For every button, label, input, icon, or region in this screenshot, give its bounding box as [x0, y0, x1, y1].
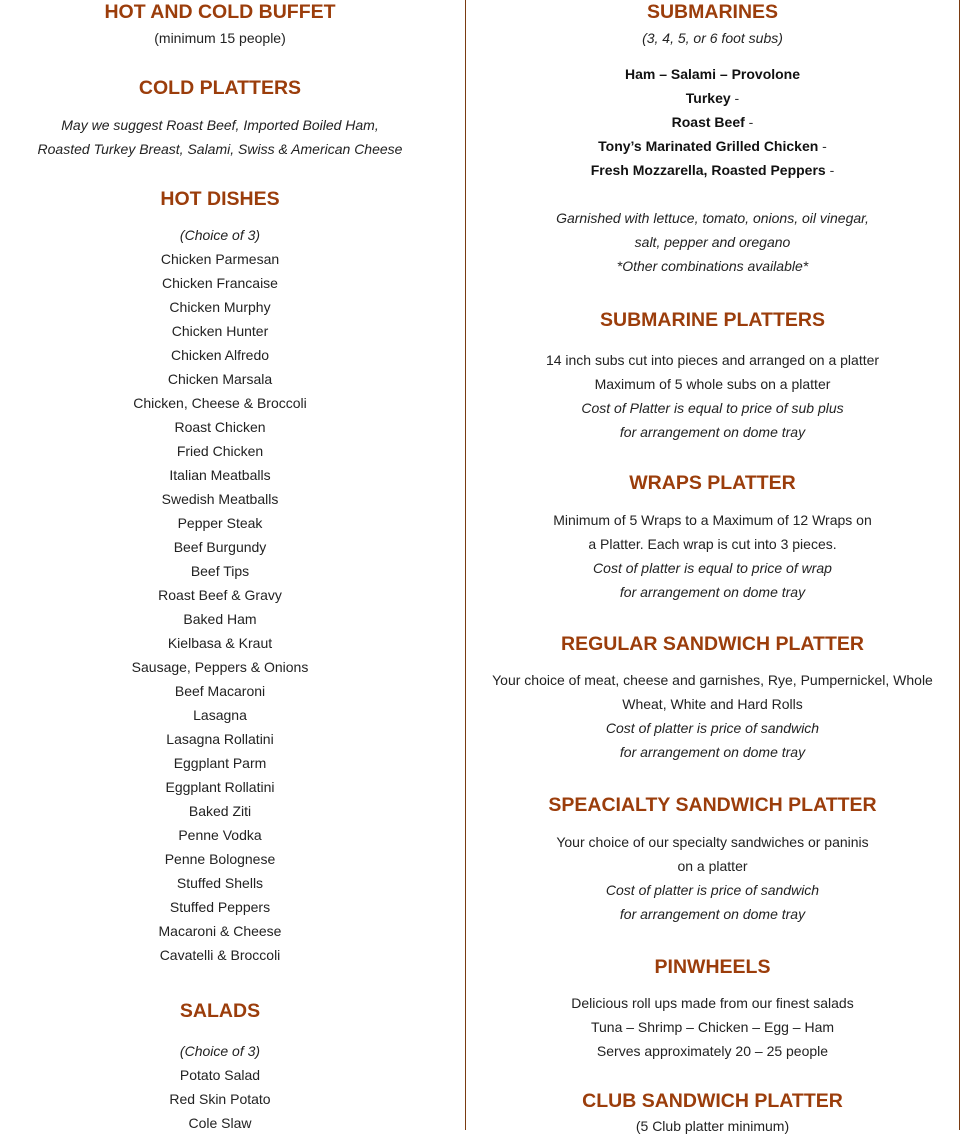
hot-dish-item: Roast Chicken	[174, 419, 266, 435]
regular-sandwich-line: Wheat, White and Hard Rolls	[622, 696, 803, 712]
hot-dish-item: Kielbasa & Kraut	[167, 635, 273, 651]
sub-option: Ham – Salami – Provolone	[624, 66, 801, 82]
hot-dish-item: Baked Ziti	[188, 803, 252, 819]
hot-dishes-heading: HOT DISHES	[160, 188, 280, 210]
sub-other-note: *Other combinations available*	[616, 258, 809, 274]
pinwheels-heading: PINWHEELS	[654, 956, 771, 978]
salad-item: Red Skin Potato	[169, 1091, 271, 1107]
submarine-platters-cost: for arrangement on dome tray	[619, 424, 806, 440]
sub-option: Turkey -	[685, 90, 740, 106]
hot-dish-item: Penne Bolognese	[164, 851, 276, 867]
cold-platters-heading: COLD PLATTERS	[138, 77, 302, 99]
hot-dish-item: Chicken Murphy	[169, 299, 271, 315]
cold-platters-line: Roasted Turkey Breast, Salami, Swiss & American Cheese	[37, 141, 403, 157]
specialty-sandwich-cost: Cost of platter is price of sandwich	[605, 882, 820, 898]
pinwheels-line: Delicious roll ups made from our finest salads	[571, 995, 854, 1011]
specialty-sandwich-line: on a platter	[677, 858, 748, 874]
sub-option: Roast Beef -	[671, 114, 754, 130]
salads-choice: (Choice of 3)	[179, 1043, 261, 1059]
specialty-sandwich-cost: for arrangement on dome tray	[619, 906, 806, 922]
salad-item: Potato Salad	[179, 1067, 261, 1083]
sub-garnish-line: Garnished with lettuce, tomato, onions, oil vinegar,	[556, 210, 869, 226]
submarines-heading: SUBMARINES	[646, 1, 779, 23]
submarine-platters-line: 14 inch subs cut into pieces and arranged on a platter	[545, 352, 880, 368]
hot-dish-item: Lasagna	[193, 707, 247, 723]
submarines-sizes: (3, 4, 5, or 6 foot subs)	[642, 30, 783, 46]
hot-dish-item: Beef Tips	[190, 563, 250, 579]
salads-heading: SALADS	[179, 1000, 261, 1022]
regular-sandwich-line: Your choice of meat, cheese and garnishes, Rye, Pumpernickel, Whole	[492, 672, 933, 688]
hot-dish-item: Macaroni & Cheese	[158, 923, 282, 939]
hot-dish-item: Italian Meatballs	[169, 467, 271, 483]
hot-dish-item: Chicken Marsala	[167, 371, 273, 387]
salad-item: Cole Slaw	[188, 1115, 252, 1131]
hot-dish-item: Lasagna Rollatini	[166, 731, 274, 747]
submarine-platters-cost: Cost of Platter is equal to price of sub plus	[581, 400, 844, 416]
regular-sandwich-heading: REGULAR SANDWICH PLATTER	[561, 633, 864, 655]
hot-dishes-choice: (Choice of 3)	[179, 227, 261, 243]
specialty-sandwich-heading: SPEACIALTY SANDWICH PLATTER	[548, 794, 877, 816]
pinwheels-line: Serves approximately 20 – 25 people	[596, 1043, 829, 1059]
club-sandwich-note: (5 Club platter minimum)	[635, 1118, 790, 1134]
sub-option: Tony’s Marinated Grilled Chicken -	[598, 138, 827, 154]
hot-dish-item: Penne Vodka	[178, 827, 262, 843]
regular-sandwich-cost: Cost of platter is price of sandwich	[605, 720, 820, 736]
hot-dish-item: Stuffed Peppers	[169, 899, 271, 915]
hot-dish-item: Beef Macaroni	[174, 683, 266, 699]
wraps-platter-line: a Platter. Each wrap is cut into 3 pieces.	[588, 536, 837, 552]
hot-dish-item: Chicken Hunter	[171, 323, 269, 339]
hot-dish-item: Baked Ham	[183, 611, 257, 627]
cold-platters-line: May we suggest Roast Beef, Imported Boiled Ham,	[61, 117, 379, 133]
specialty-sandwich-line: Your choice of our specialty sandwiches or paninis	[556, 834, 869, 850]
submarine-platters-heading: SUBMARINE PLATTERS	[600, 309, 825, 331]
buffet-minimum-note: (minimum 15 people)	[154, 30, 286, 46]
wraps-platter-cost: for arrangement on dome tray	[619, 584, 806, 600]
hot-dish-item: Chicken Alfredo	[170, 347, 270, 363]
buffet-heading: HOT AND COLD BUFFET	[104, 1, 336, 23]
wraps-platter-cost: Cost of platter is equal to price of wrap	[593, 560, 832, 576]
hot-dish-item: Beef Burgundy	[173, 539, 267, 555]
hot-dish-item: Fried Chicken	[176, 443, 264, 459]
regular-sandwich-cost: for arrangement on dome tray	[619, 744, 806, 760]
sub-garnish-line: salt, pepper and oregano	[634, 234, 791, 250]
hot-dish-item: Eggplant Rollatini	[165, 779, 275, 795]
hot-dish-item: Eggplant Parm	[173, 755, 267, 771]
hot-dish-item: Cavatelli & Broccoli	[159, 947, 281, 963]
club-sandwich-heading: CLUB SANDWICH PLATTER	[582, 1090, 843, 1112]
hot-dish-item: Roast Beef & Gravy	[158, 587, 282, 603]
hot-dish-item: Chicken, Cheese & Broccoli	[133, 395, 307, 411]
right-column	[465, 0, 960, 1134]
left-column	[0, 0, 440, 1130]
sub-option: Fresh Mozzarella, Roasted Peppers -	[590, 162, 835, 178]
submarine-platters-line: Maximum of 5 whole subs on a platter	[594, 376, 831, 392]
hot-dish-item: Chicken Parmesan	[160, 251, 280, 267]
wraps-platter-line: Minimum of 5 Wraps to a Maximum of 12 Wraps on	[553, 512, 872, 528]
hot-dish-item: Stuffed Shells	[176, 875, 264, 891]
pinwheels-line: Tuna – Shrimp – Chicken – Egg – Ham	[590, 1019, 835, 1035]
hot-dish-item: Swedish Meatballs	[161, 491, 279, 507]
hot-dish-item: Pepper Steak	[177, 515, 263, 531]
hot-dish-item: Chicken Francaise	[162, 275, 278, 291]
hot-dish-item: Sausage, Peppers & Onions	[131, 659, 309, 675]
wraps-platter-heading: WRAPS PLATTER	[629, 472, 796, 494]
